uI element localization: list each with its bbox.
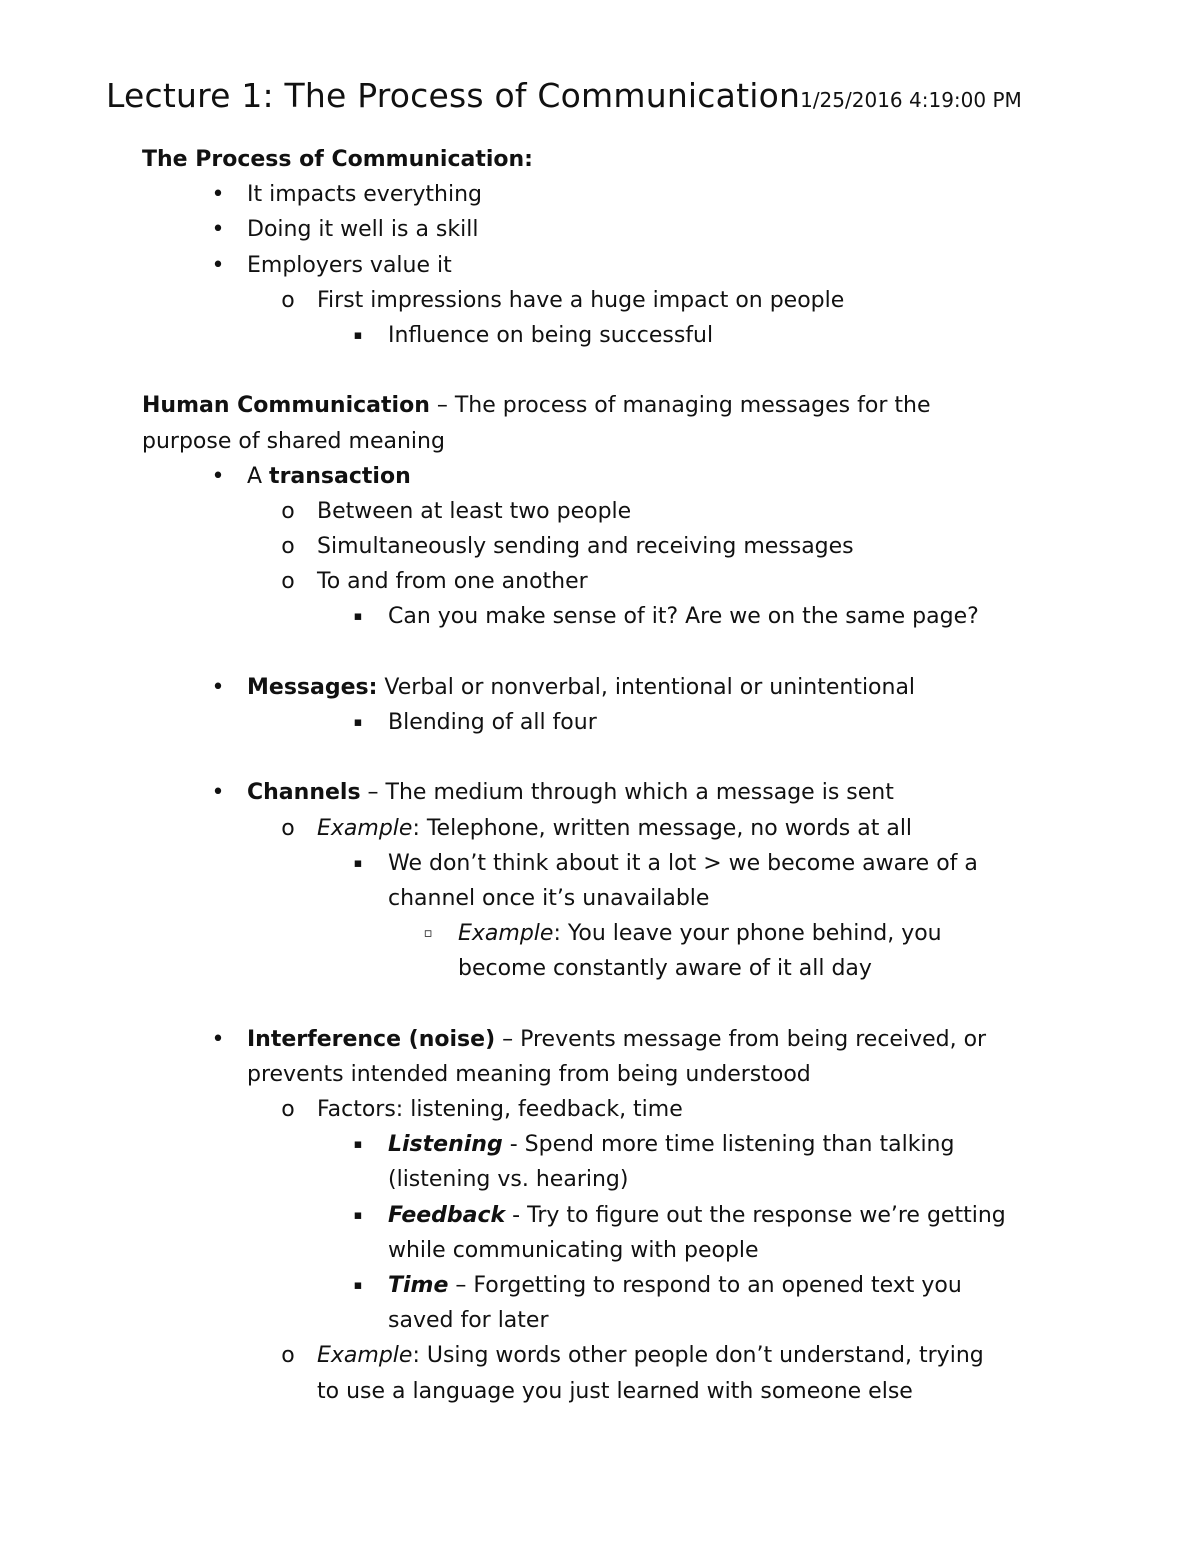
example-label: Example: [317, 815, 413, 841]
list-item-text: – Forgetting to respond to an opened text you: [448, 1273, 962, 1298]
list-item: [142, 459, 1082, 494]
bullet-small-square-icon: ▫: [423, 926, 433, 942]
bullet-square-icon: ▪: [353, 1207, 363, 1223]
list-item-text: To and from one another: [317, 569, 588, 595]
list-item: [142, 670, 1082, 705]
bullet-circle-icon: o: [281, 287, 295, 313]
list-item-text: – Prevents message from being received, or: [495, 1026, 987, 1052]
list-item: [142, 775, 1082, 810]
definition-text: purpose of shared meaning: [142, 428, 445, 454]
list-item-continued: [142, 1162, 1082, 1197]
bullet-square-icon: ▪: [353, 1278, 363, 1293]
bullet-disc-icon: •: [211, 780, 225, 806]
list-item-text: - Try to figure out the response we’re getting: [505, 1202, 1006, 1228]
bullet-disc-icon: •: [211, 1026, 225, 1052]
list-item-text: It impacts everything: [247, 182, 483, 208]
list-item-text: prevents intended meaning from being understood: [247, 1061, 811, 1087]
term-text: transaction: [269, 463, 411, 489]
list-item: [142, 494, 1082, 529]
bullet-square-icon: ▪: [353, 609, 363, 625]
list-item: [142, 1268, 1082, 1303]
definition-continued: [142, 424, 1082, 459]
lecture-date: 1/25/2016 4:19:00 PM: [800, 88, 1022, 112]
list-item: [142, 1198, 1082, 1233]
list-item: [142, 1127, 1082, 1162]
spacer: [142, 740, 1082, 775]
example-label: Example: [458, 921, 554, 947]
list-item-text: saved for later: [388, 1308, 549, 1334]
list-item-text: channel once it’s unavailable: [388, 885, 710, 911]
list-item-text: : You leave your phone behind, you: [553, 921, 942, 947]
list-item: [142, 318, 1082, 353]
bullet-disc-icon: •: [211, 674, 225, 700]
list-item-continued: [142, 1303, 1082, 1338]
definition: [142, 388, 1082, 423]
notes-content: [142, 142, 1082, 1409]
list-item-text: Doing it well is a skill: [247, 217, 479, 243]
bullet-square-icon: ▪: [353, 1137, 363, 1153]
list-item-text: while communicating with people: [388, 1237, 759, 1263]
bullet-circle-icon: o: [281, 1343, 295, 1369]
heading-text: The Process of Communication:: [142, 147, 533, 172]
list-item-text: (listening vs. hearing): [388, 1167, 629, 1193]
bullet-square-icon: ▪: [353, 327, 363, 343]
spacer: [142, 353, 1082, 388]
term-text: Channels: [247, 780, 361, 806]
list-item-continued: [142, 1233, 1082, 1268]
list-item: [142, 599, 1082, 634]
bullet-circle-icon: o: [281, 815, 295, 841]
term-text: Interference (noise): [247, 1026, 496, 1052]
list-item-text: Factors: listening, feedback, time: [317, 1097, 683, 1123]
lecture-title: Lecture 1: The Process of Communication: [106, 76, 801, 115]
list-item: [142, 283, 1082, 318]
bullet-disc-icon: •: [211, 182, 225, 208]
bullet-circle-icon: o: [281, 1097, 295, 1123]
bullet-square-icon: ▪: [353, 715, 363, 730]
bullet-disc-icon: •: [211, 463, 225, 489]
example-label: Example: [317, 1343, 413, 1369]
bullet-disc-icon: •: [211, 252, 225, 278]
list-item-text: Blending of all four: [388, 710, 597, 735]
spacer: [142, 987, 1082, 1022]
list-item-text: We don’t think about it a lot > we become aware of a: [388, 850, 978, 876]
list-item-continued: [142, 881, 1082, 916]
list-item: [142, 811, 1082, 846]
list-item: [142, 916, 1082, 951]
list-item-text: – The medium through which a message is sent: [360, 780, 894, 806]
list-item-text: Employers value it: [247, 252, 452, 278]
list-item-text: A: [247, 463, 270, 489]
list-item-continued: [142, 1374, 1082, 1409]
list-item: [142, 564, 1082, 599]
list-item-continued: [142, 1057, 1082, 1092]
list-item-text: Verbal or nonverbal, intentional or unintentional: [377, 674, 916, 700]
list-item-text: Can you make sense of it? Are we on the same page?: [388, 604, 979, 630]
list-item-text: to use a language you just learned with someone else: [317, 1378, 913, 1404]
list-item: [142, 212, 1082, 247]
list-item: [142, 177, 1082, 212]
list-item-continued: [142, 951, 1082, 986]
list-item-text: Influence on being successful: [388, 322, 714, 348]
term-text: Time: [388, 1273, 449, 1298]
section-heading: [142, 142, 1082, 177]
list-item: [142, 529, 1082, 564]
list-item-text: : Using words other people don’t understand, trying: [412, 1343, 984, 1369]
list-item-text: Simultaneously sending and receiving messages: [317, 534, 854, 560]
bullet-square-icon: ▪: [353, 855, 363, 871]
page-title: [106, 72, 1022, 124]
definition-text: – The process of managing messages for the: [429, 393, 931, 419]
bullet-disc-icon: •: [211, 217, 225, 243]
term-text: Feedback: [388, 1202, 506, 1228]
term-text: Messages:: [247, 674, 378, 700]
term-text: Human Communication: [142, 393, 430, 419]
term-text: Listening: [388, 1132, 503, 1158]
bullet-circle-icon: o: [281, 569, 295, 595]
bullet-circle-icon: o: [281, 534, 295, 560]
list-item-text: : Telephone, written message, no words at all: [412, 815, 913, 841]
list-item: [142, 1022, 1082, 1057]
list-item: [142, 846, 1082, 881]
spacer: [142, 635, 1082, 670]
list-item-text: First impressions have a huge impact on people: [317, 287, 845, 313]
list-item: [142, 1338, 1082, 1373]
list-item-text: become constantly aware of it all day: [458, 956, 872, 982]
list-item: [142, 248, 1082, 283]
bullet-circle-icon: o: [281, 498, 295, 524]
list-item: [142, 705, 1082, 740]
list-item: [142, 1092, 1082, 1127]
list-item-text: Between at least two people: [317, 498, 632, 524]
list-item-text: - Spend more time listening than talking: [502, 1132, 955, 1158]
